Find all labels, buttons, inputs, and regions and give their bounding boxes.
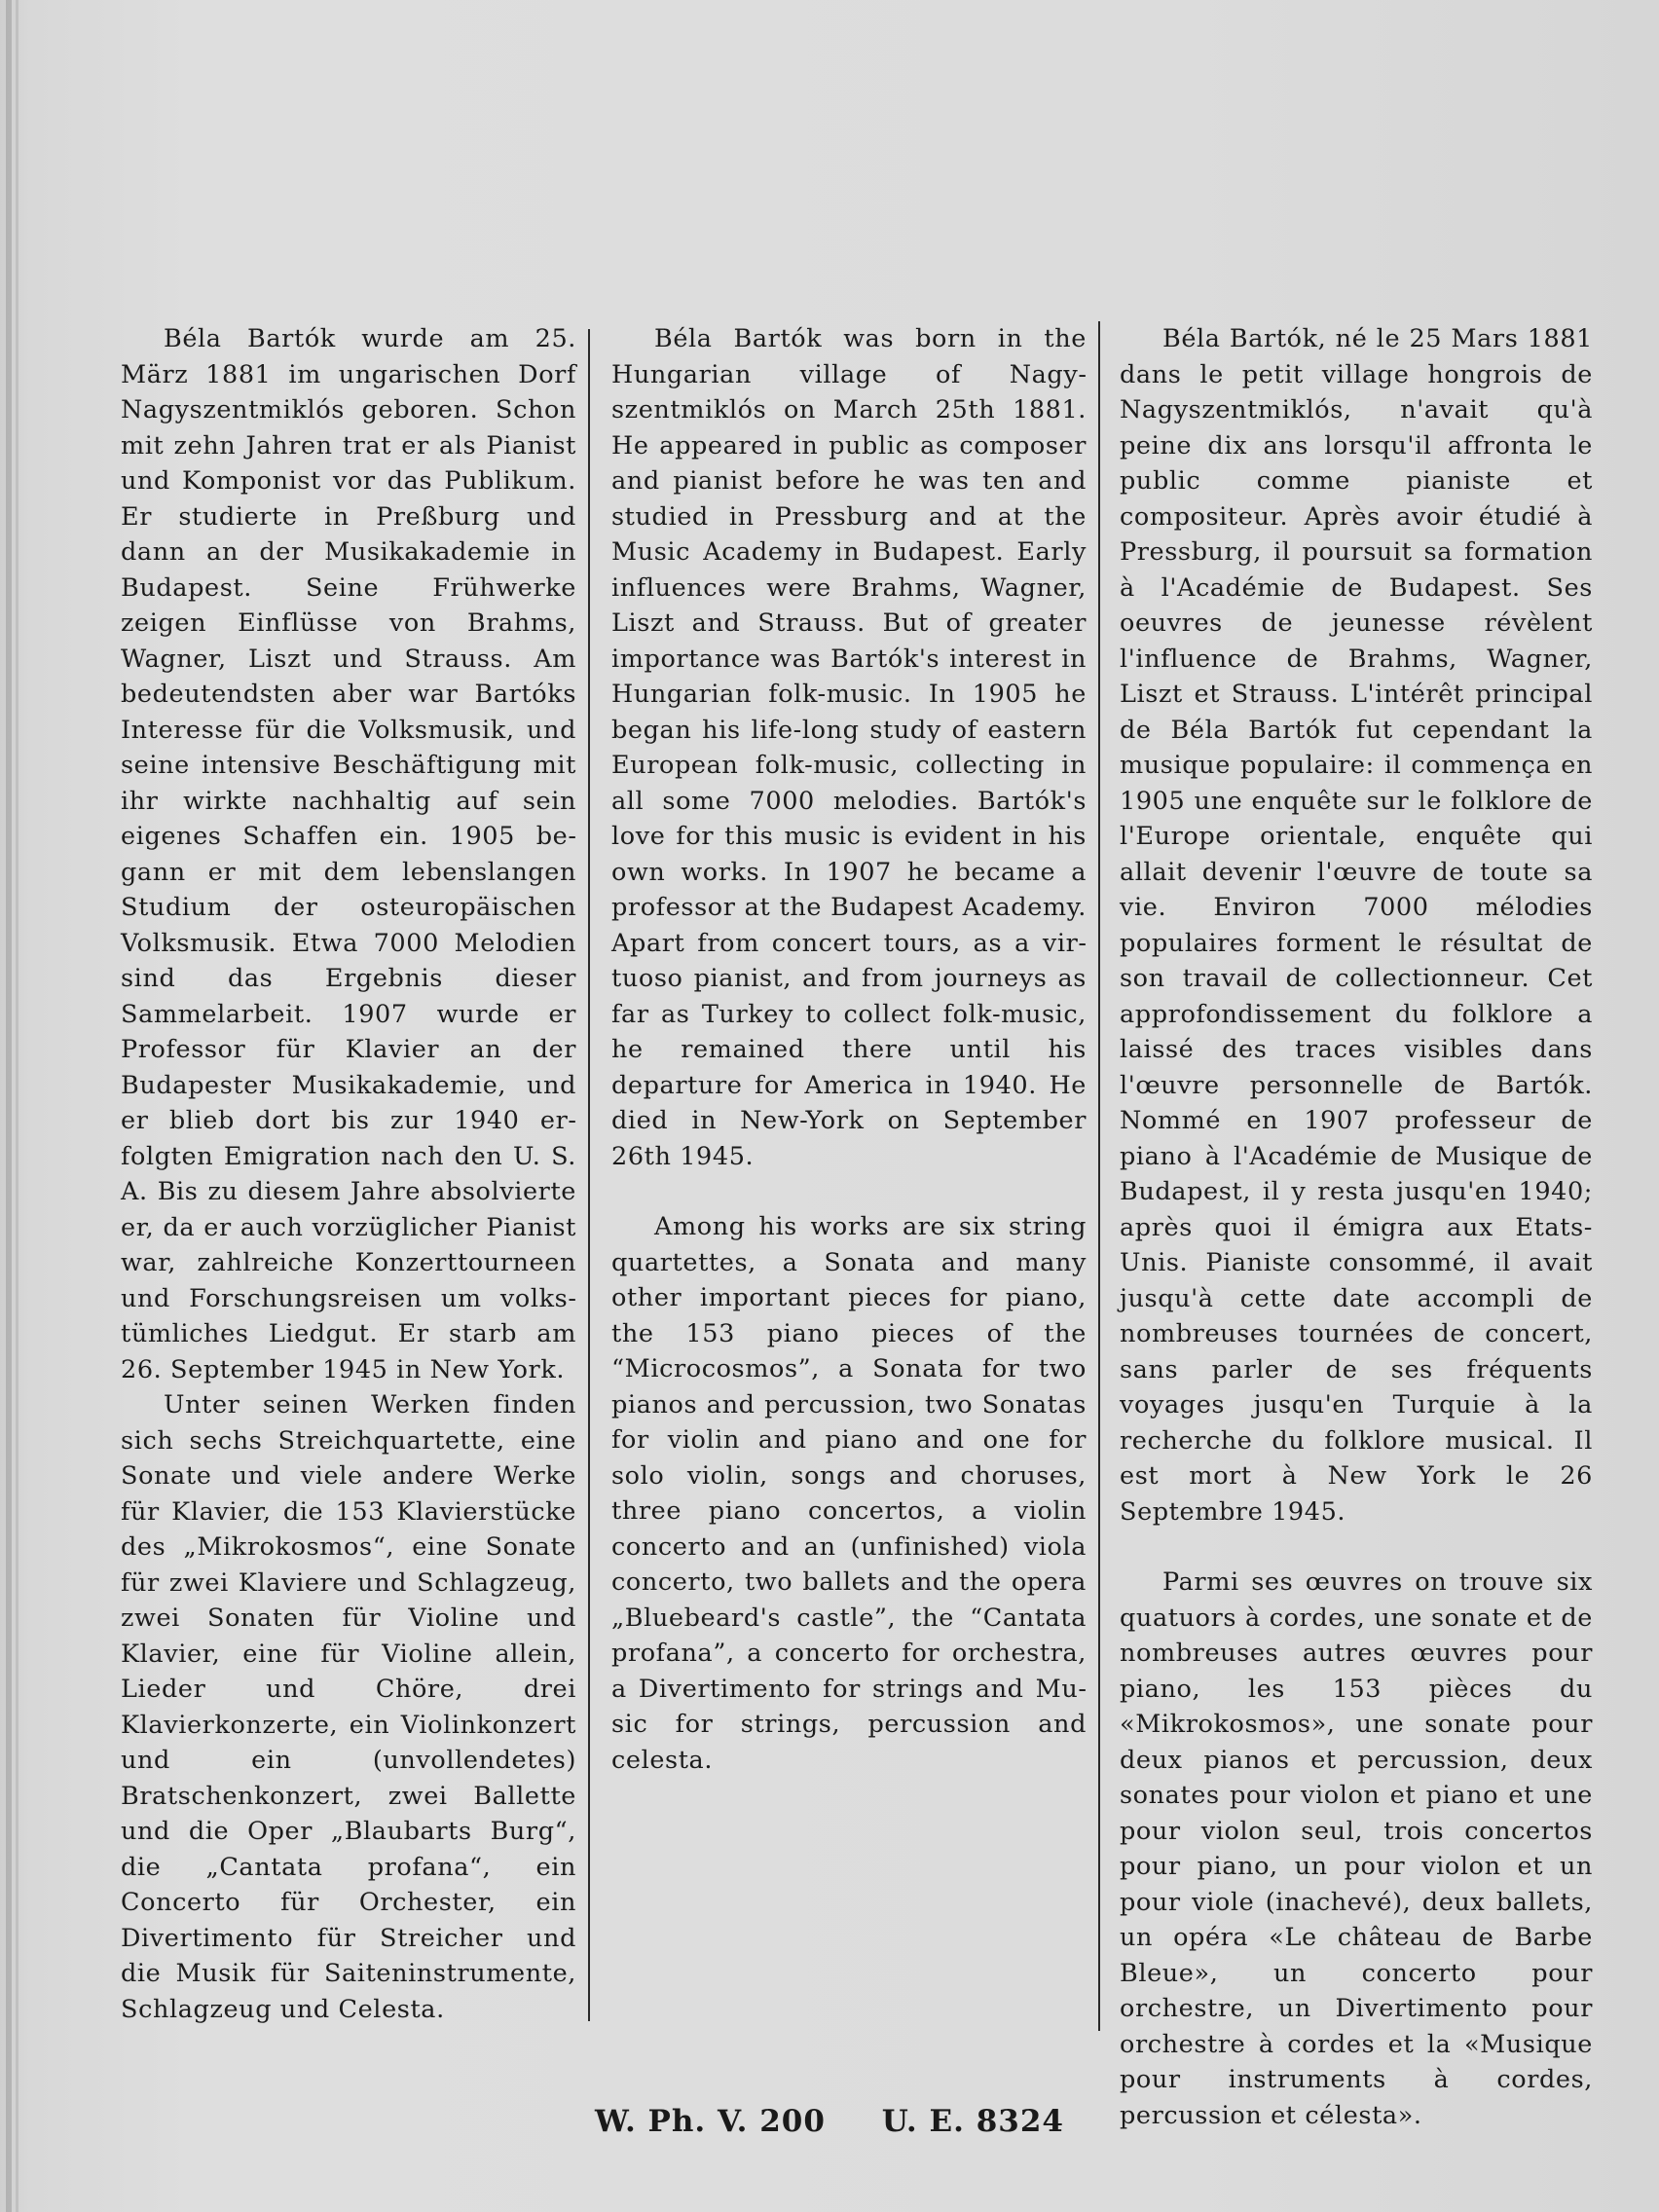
catalog-number-wphv: W. Ph. V. 200 — [594, 2104, 826, 2139]
binding-edge-shadow — [6, 0, 12, 2212]
binding-edge-line — [16, 0, 18, 2212]
french-paragraph-works: Parmi ses œuvres on trouve six quatuors à cordes, une sonate et de nombreuses autres œuvres pour piano, les 153 pièces du «Mikrokosmos», une sonate pour deux pianos et percussion, deux sonates pour violon et piano et une pour violon seul, trois concertos pour piano, un pour violon et un pour viole (inachevé), deux ballets, un opéra «Le château de Barbe Bleue», un concerto pour orchestre, un Divertimento pour orchestre à cordes et la «Musique pour instruments à cordes, percussion et célesta». — [1120, 1567, 1593, 2130]
column-german — [121, 321, 576, 2027]
catalog-footer — [0, 2104, 1659, 2139]
catalog-number-ue: U. E. 8324 — [881, 2104, 1064, 2139]
english-paragraph-works: Among his works are six string quartettes, a Sonata and many other important pieces for piano, the 153 piano pieces of the “Microcosmos”, a Sonata for two pianos and percussion, two Sonatas for violin and piano and one for solo violin, songs and choruses, three piano concertos, a violin concerto and an (unfinished) viola concerto, two ballets and the opera „Bluebeard's castle”, the “Cantata profana”, a concerto for orchestra, a Divertimento for strings and Music for strings, percussion and celesta. — [611, 1212, 1087, 1775]
french-paragraph-biography: Béla Bartók, né le 25 Mars 1881 dans le petit village hongrois de Nagyszentmiklós, n'avait qu'à peine dix ans lorsqu'il affronta le public comme pianiste et compositeur. Après avoir étudié à Pressburg, il poursuit sa formation à l'Académie de Budapest. Ses oeuvres de jeunesse révèlent l'influence de Brahms, Wagner, Liszt et Strauss. L'intérêt principal de Béla Bartók fut cependant la musique populaire: il commença en 1905 une enquête sur le folklore de l'Europe orientale, enquête qui allait devenir l'œuvre de toute sa vie. Environ 7000 mélodies populaires forment le résultat de son travail de collectionneur. Cet approfondissement du folklore a laissé des traces visibles dans l'œuvre personnelle de Bartók. Nommé en 1907 professeur de piano à l'Académie de Musique de Budapest, il y resta jusqu'en 1940; après quoi il émigra aux Etats-Unis. Pianiste consommé, il avait jusqu'à cette date accompli de nombreuses tournées de concert, sans parler de ses fréquents voyages jusqu'en Turquie à la recherche du folklore musical. Il est mort à New York le 26 Septembre 1945. — [1120, 324, 1593, 1527]
column-french — [1120, 321, 1593, 2133]
column-english — [611, 321, 1087, 1778]
german-paragraph-biography: Béla Bartók wurde am 25. März 1881 im ungarischen Dorf Nagyszentmiklós geboren. Schon mit zehn Jahren trat er als Pianist und Komponist vor das Publikum. Er studierte in Preßburg und dann an der Musikakademie in Budapest. Seine Frühwerke zeigen Einflüsse von Brahms, Wagner, Liszt und Strauss. Am bedeutendsten aber war Bartóks Interesse für die Volksmusik, und seine intensive Beschäftigung mit ihr wirkte nachhaltig auf sein eigenes Schaffen ein. 1905 begann er mit dem lebenslangen Studium der osteuropäischen Volksmusik. Etwa 7000 Melodien sind das Ergebnis dieser Sammelarbeit. 1907 wurde er Professor für Klavier an der Budapester Musikakademie, und er blieb dort bis zur 1940 erfolgten Emigration nach den U. S. A. Bis zu diesem Jahre absolvierte er, da er auch vorzüglicher Pianist war, zahlreiche Konzerttourneen und Forschungsreisen um volkstümliches Liedgut. Er starb am 26. September 1945 in New York. — [121, 324, 576, 1384]
column-divider-left — [588, 329, 590, 2021]
german-paragraph-works: Unter seinen Werken finden sich sechs Streichquartette, eine Sonate und viele andere Werke für Klavier, die 153 Klavierstücke des „Mikrokosmos“, eine Sonate für zwei Klaviere und Schlagzeug, zwei Sonaten für Violine und Klavier, eine für Violine allein, Lieder und Chöre, drei Klavierkonzerte, ein Violinkonzert und ein (unvollendetes) Bratschenkonzert, zwei Ballette und die Oper „Blaubarts Burg“, die „Cantata profana“, ein Concerto für Orchester, ein Divertimento für Streicher und die Musik für Saiteninstrumente, Schlagzeug und Celesta. — [121, 1390, 576, 2024]
column-divider-right — [1098, 321, 1100, 2031]
english-paragraph-biography: Béla Bartók was born in the Hungarian village of Nagyszentmiklós on March 25th 1881. He appeared in public as composer and pianist before he was ten and studied in Pressburg and at the Music Academy in Budapest. Early influences were Brahms, Wagner, Liszt and Strauss. But of greater importance was Bartók's interest in Hungarian folk-music. In 1905 he began his life-long study of eastern European folk-music, collecting in all some 7000 melodies. Bartók's love for this music is evident in his own works. In 1907 he became a professor at the Budapest Academy. Apart from concert tours, as a virtuoso pianist, and from journeys as far as Turkey to collect folk-music, he remained there until his departure for America in 1940. He died in New-York on September 26th 1945. — [611, 324, 1087, 1171]
